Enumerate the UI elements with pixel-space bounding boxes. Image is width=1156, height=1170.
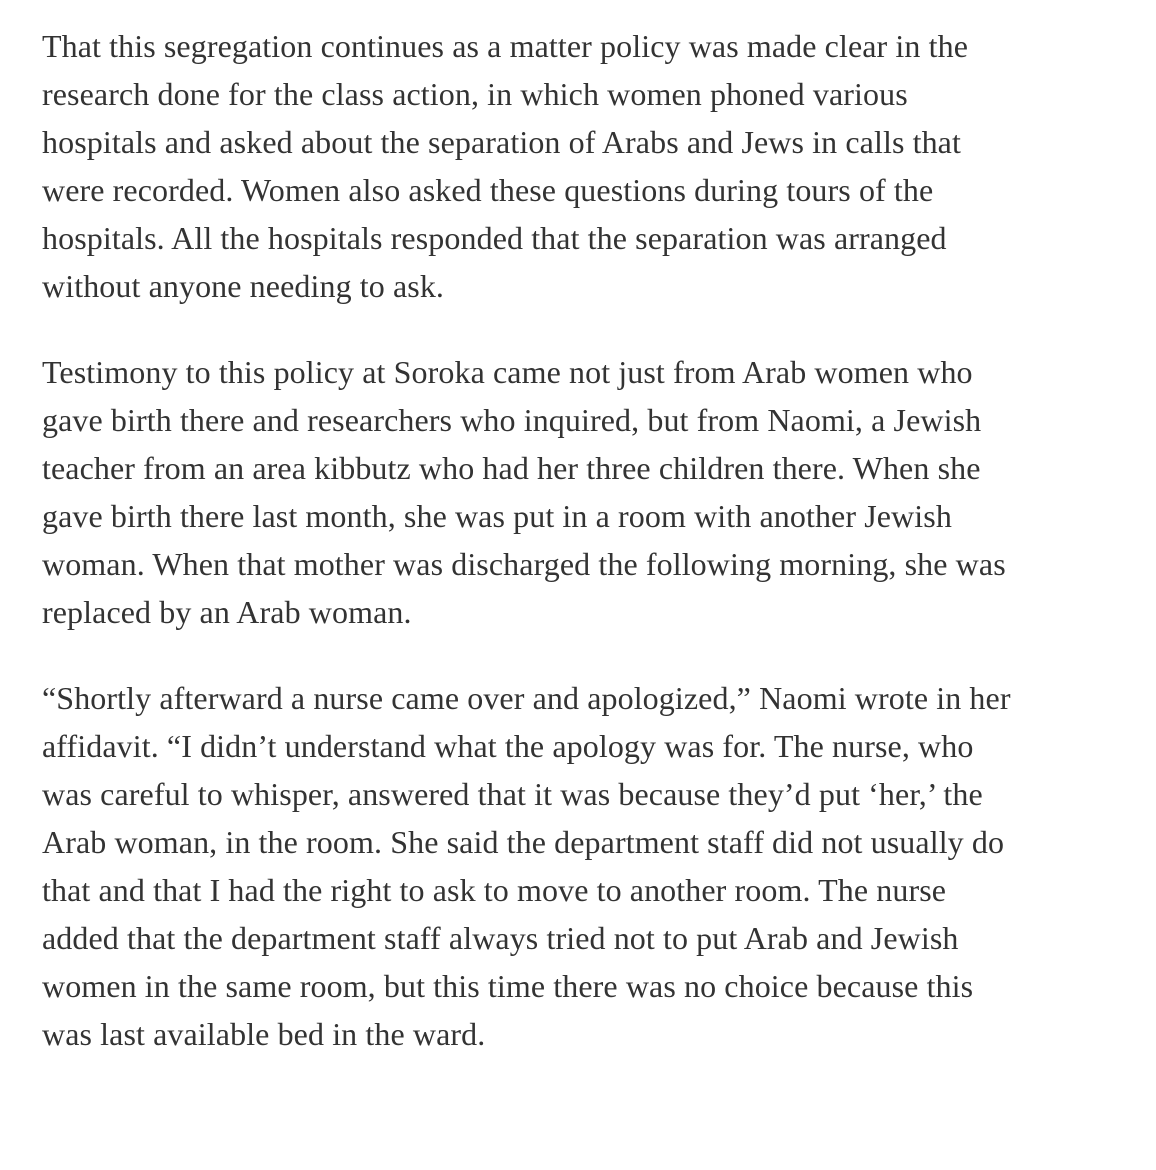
article-paragraph: “Shortly afterward a nurse came over and apologized,” Naomi wrote in her affidavit. “I didn’t understand what the apology was for. The nurse, who was careful to whisper, answered that it was because they’d put ‘her,’ the Arab woman, in the room. She said the department staff did not usually do that and that I had the right to ask to move to another room. The nurse added that the department staff always tried not to put Arab and Jewish women in the same room, but this time there was no choice because this was last available bed in the ward.: [42, 680, 1011, 1052]
article-paragraph: That this segregation continues as a matter policy was made clear in the research done for the class action, in which women phoned various hospitals and asked about the separation of Arabs and Jews in calls that were recorded. Women also asked these questions during tours of the hospitals. All the hospitals responded that the separation was arranged without anyone needing to ask.: [42, 28, 968, 304]
article-paragraph: Testimony to this policy at Soroka came not just from Arab women who gave birth there and researchers who inquired, but from Naomi, a Jewish teacher from an area kibbutz who had her three children there. When she gave birth there last month, she was put in a room with another Jewish woman. When that mother was discharged the following morning, she was replaced by an Arab woman.: [42, 354, 1006, 630]
